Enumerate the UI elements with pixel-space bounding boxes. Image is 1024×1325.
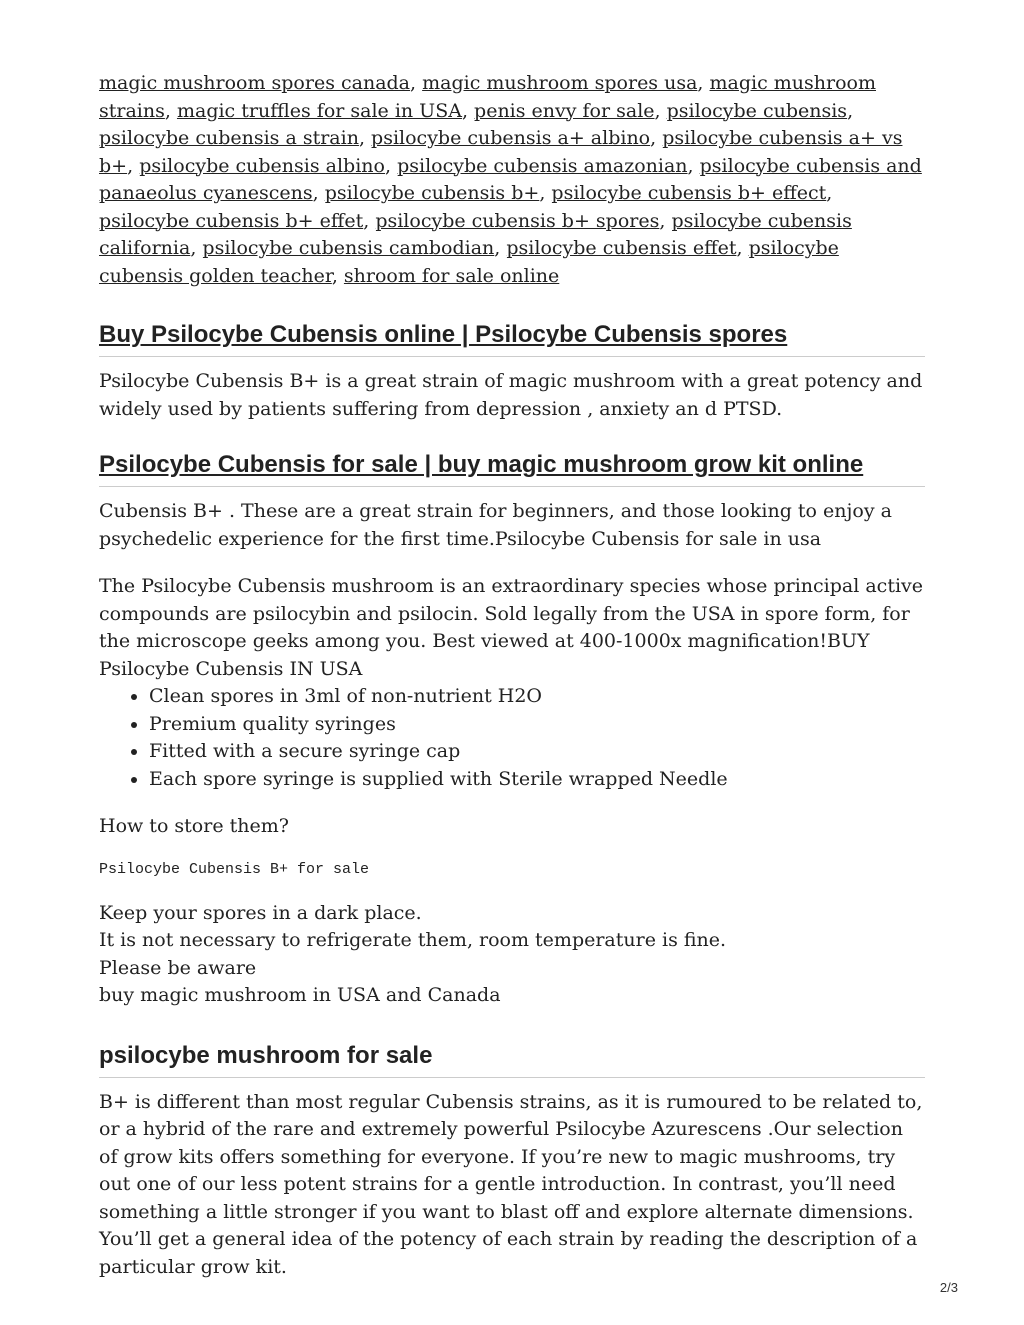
list-item: • Fitted with a secure syringe cap	[149, 738, 925, 766]
tag-link[interactable]: magic truffles for sale in USA	[176, 99, 462, 122]
tag-link[interactable]: psilocybe cubensis	[666, 99, 848, 122]
section1-paragraph: Psilocybe Cubensis B+ is a great strain of magic mushroom with a great potency and widely used by patients suffering from depression , anxiety an d PTSD.	[99, 370, 923, 420]
store-line: It is not necessary to refrigerate them, room temperature is fine.	[99, 929, 727, 951]
section-heading-buy-online	[99, 320, 925, 357]
store-line: Keep your spores in a dark place.	[99, 901, 422, 924]
section-heading-link[interactable]: Psilocybe Cubensis for sale | buy magic mushroom grow kit online	[99, 451, 864, 478]
page-content	[99, 70, 925, 1281]
tag-link[interactable]: penis envy for sale	[474, 99, 655, 122]
store-instructions	[99, 900, 925, 1010]
tag-link[interactable]: magic mushroom spores usa	[422, 72, 698, 94]
tag-link[interactable]: psilocybe cubensis and panaeolus cyanescens	[99, 154, 922, 204]
tag-link[interactable]: psilocybe cubensis effet	[506, 237, 737, 259]
store-line: Please be aware	[99, 956, 257, 979]
tag-link[interactable]: psilocybe cubensis albino	[139, 154, 385, 177]
store-question: How to store them?	[99, 815, 289, 837]
tag-link[interactable]: magic mushroom spores canada	[99, 72, 411, 94]
tag-link[interactable]: psilocybe cubensis a+ albino	[371, 127, 651, 149]
section-heading-for-sale	[99, 450, 925, 487]
tag-link[interactable]: psilocybe cubensis b+ spores	[375, 209, 660, 232]
store-line: buy magic mushroom in USA and Canada	[99, 984, 501, 1006]
tag-link[interactable]: psilocybe cubensis b+	[324, 182, 540, 204]
code-line: Psilocybe Cubensis B+ for sale	[99, 860, 370, 878]
list-item: • Premium quality syringes	[149, 711, 925, 739]
list-item: • Each spore syringe is supplied with Sterile wrapped Needle	[149, 766, 925, 794]
tag-link[interactable]: psilocybe cubensis golden teacher	[99, 237, 839, 287]
tag-link[interactable]: shroom for sale online	[343, 264, 560, 287]
tag-link[interactable]: psilocybe cubensis b+ effect	[551, 182, 827, 204]
section-heading-link[interactable]: Buy Psilocybe Cubensis online | Psilocybe Cubensis spores	[99, 321, 788, 348]
section2-paragraph-species: The Psilocybe Cubensis mushroom is an extraordinary species whose principal active compounds are psilocybin and psilocin. Sold legally from the USA in spore form, for the microscope geeks among you. Best viewed at 400-1000x magnification!BUY Psilocybe Cubensis IN USA	[99, 575, 924, 680]
tag-link[interactable]: psilocybe cubensis a strain	[99, 127, 359, 149]
tag-list: magic mushroom spores canada, magic mushroom spores usa, magic mushroom strains, magic truffles for sale in USA, penis envy for sale, psilocybe cubensis, psilocybe cubensis a strain, psilocybe cubensis a+ albino, psilocybe cubensis a+ vs b+, psilocybe cubensis albino, psilocybe cubensis amazonian, psilocybe cubensis and panaeolus cyanescens, psilocybe cubensis b+, psilocybe cubensis b+ effect, psilocybe cubensis b+ effet, psilocybe cubensis b+ spores, psilocybe cubensis california, psilocybe cubensis cambodian, psilocybe cubensis effet, psilocybe cubensis golden teacher, shroom for sale online	[99, 72, 922, 287]
section3-paragraph: B+ is different than most regular Cubensis strains, as it is rumoured to be related to, or a hybrid of the rare and extremely powerful Psilocybe Azurescens .Our selection of grow kits offers something for everyone. If you’re new to magic mushrooms, try out one of our less potent strains for a gentle introduction. In contrast, you’ll need something a little stronger if you want to blast off and explore alternate dimensions. You’ll get a general idea of the potency of each strain by reading the description of a particular grow kit.	[99, 1090, 923, 1278]
tag-link[interactable]: psilocybe cubensis cambodian	[202, 237, 495, 259]
tag-link[interactable]: magic mushroom strains	[99, 72, 876, 122]
list-item: • Clean spores in 3ml of non-nutrient H2O	[149, 683, 925, 711]
tag-link[interactable]: psilocybe cubensis california	[99, 209, 852, 259]
section2-paragraph-intro: Cubensis B+ . These are a great strain for beginners, and those looking to enjoy a psychedelic experience for the first time.Psilocybe Cubensis for sale in usa	[99, 500, 892, 550]
tag-link[interactable]: psilocybe cubensis a+ vs b+	[99, 127, 903, 177]
feature-list	[99, 683, 925, 793]
section-heading-psilocybe-mushroom: psilocybe mushroom for sale	[99, 1041, 925, 1078]
page-number: 2/3	[939, 1280, 958, 1295]
tag-link[interactable]: psilocybe cubensis amazonian	[397, 154, 688, 177]
tag-link[interactable]: psilocybe cubensis b+ effet	[99, 209, 364, 232]
